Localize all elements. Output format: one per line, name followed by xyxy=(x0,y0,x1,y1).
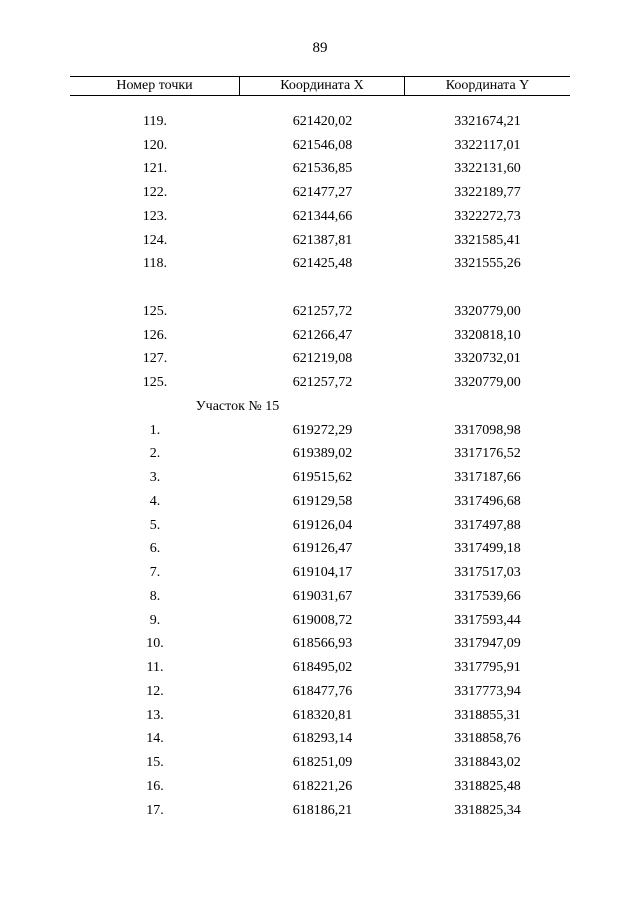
point-number-cell: 119. xyxy=(143,113,167,129)
point-number-cell: 124. xyxy=(142,232,168,248)
table-spacer xyxy=(70,276,570,300)
coordinate-y-cell: 3321555,26 xyxy=(454,256,521,272)
coordinate-x-cell: 621425,48 xyxy=(292,256,353,272)
coordinate-y-cell: 3318825,48 xyxy=(454,778,521,794)
coordinate-y-cell: 3317499,18 xyxy=(454,541,521,557)
point-number-cell: 1. xyxy=(149,422,161,438)
coordinate-y-cell: 3322117,01 xyxy=(454,137,521,153)
point-number-cell: 5. xyxy=(149,517,161,533)
coordinate-y-cell: 3317539,66 xyxy=(454,588,521,604)
coordinate-x-cell: 619129,58 xyxy=(292,493,353,509)
point-number-cell: 15. xyxy=(146,755,164,771)
point-number-cell: 126. xyxy=(142,327,168,343)
table-header xyxy=(70,76,570,96)
table-row xyxy=(70,728,570,752)
coordinate-y-cell: 3318825,34 xyxy=(454,802,521,818)
table-row xyxy=(70,775,570,799)
point-number-cell: 125. xyxy=(142,303,168,319)
table-row xyxy=(70,538,570,562)
table-row xyxy=(70,585,570,609)
table-row xyxy=(70,680,570,704)
coordinate-y-cell: 3322131,60 xyxy=(454,161,521,177)
coordinate-x-cell: 621536,85 xyxy=(292,161,353,177)
coordinate-y-cell: 3320779,00 xyxy=(454,303,521,319)
table-row xyxy=(70,443,570,467)
coordinate-y-cell: 3318855,31 xyxy=(454,707,521,723)
point-number-cell: 7. xyxy=(149,565,161,581)
table-row xyxy=(70,134,570,158)
table-row xyxy=(70,799,570,823)
table-row xyxy=(70,229,570,253)
point-number-cell: 9. xyxy=(149,612,161,628)
coordinate-y-cell: 3317773,94 xyxy=(454,683,521,699)
coordinate-x-cell: 619008,72 xyxy=(292,612,353,628)
table-row xyxy=(70,181,570,205)
table-row xyxy=(70,466,570,490)
coordinate-y-cell: 3317098,98 xyxy=(454,422,521,438)
coordinate-x-cell: 618221,26 xyxy=(292,778,353,794)
point-number-cell: 125. xyxy=(142,375,168,391)
point-number-cell: 11. xyxy=(146,660,164,676)
table-row xyxy=(70,348,570,372)
table-row xyxy=(70,419,570,443)
coordinate-x-cell: 619031,67 xyxy=(292,588,353,604)
table-row xyxy=(70,561,570,585)
coordinate-y-cell: 3317593,44 xyxy=(454,612,521,628)
coordinate-x-cell: 618495,02 xyxy=(292,660,353,676)
coordinate-x-cell: 619515,62 xyxy=(292,470,353,486)
coordinate-y-cell: 3317496,68 xyxy=(454,493,521,509)
coordinate-x-cell: 619389,02 xyxy=(292,446,353,462)
coordinate-y-cell: 3317497,88 xyxy=(454,517,521,533)
coordinate-y-cell: 3318858,76 xyxy=(454,731,521,747)
point-number-cell: 121. xyxy=(142,161,168,177)
coordinate-x-cell: 621257,72 xyxy=(292,375,353,391)
coordinate-x-cell: 618186,21 xyxy=(292,802,353,818)
point-number-cell: 118. xyxy=(143,256,167,272)
point-number-cell: 8. xyxy=(149,588,161,604)
point-number-cell: 127. xyxy=(142,351,168,367)
point-number-cell: 120. xyxy=(142,137,168,153)
table-row xyxy=(70,751,570,775)
table-row xyxy=(70,514,570,538)
point-number-cell: 122. xyxy=(142,185,168,201)
header-coordinate-y: Координата Y xyxy=(445,78,530,93)
coordinate-x-cell: 618320,81 xyxy=(292,707,353,723)
table-row xyxy=(70,371,570,395)
coordinate-x-cell: 619126,47 xyxy=(292,541,353,557)
table-row xyxy=(70,205,570,229)
coordinate-y-cell: 3320779,00 xyxy=(454,375,521,391)
point-number-cell: 123. xyxy=(142,208,168,224)
coordinate-y-cell: 3320732,01 xyxy=(454,351,521,367)
table-row xyxy=(70,704,570,728)
coordinate-y-cell: 3322189,77 xyxy=(454,185,521,201)
page-number: 89 xyxy=(312,40,328,56)
header-coordinate-x: Координата X xyxy=(240,77,405,95)
coordinate-x-cell: 618566,93 xyxy=(292,636,353,652)
table-row xyxy=(70,253,570,277)
coordinates-table-body xyxy=(70,110,570,823)
coordinate-y-cell: 3317517,03 xyxy=(454,565,521,581)
coordinate-y-cell: 3321674,21 xyxy=(454,113,521,129)
table-row xyxy=(70,158,570,182)
coordinate-y-cell: 3318843,02 xyxy=(454,755,521,771)
section-title: Участок № 15 xyxy=(195,398,280,414)
point-number-cell: 16. xyxy=(146,778,164,794)
table-row xyxy=(70,324,570,348)
coordinate-y-cell: 3317176,52 xyxy=(454,446,521,462)
section-title-row xyxy=(70,395,570,419)
coordinate-x-cell: 621477,27 xyxy=(292,185,353,201)
point-number-cell: 3. xyxy=(149,470,161,486)
coordinate-y-cell: 3321585,41 xyxy=(454,232,521,248)
coordinate-x-cell: 619104,17 xyxy=(292,565,353,581)
coordinate-x-cell: 621257,72 xyxy=(292,303,353,319)
coordinate-x-cell: 618477,76 xyxy=(292,683,353,699)
coordinate-y-cell: 3317795,91 xyxy=(454,660,521,676)
coordinate-y-cell: 3320818,10 xyxy=(454,327,521,343)
coordinate-y-cell: 3317947,09 xyxy=(454,636,521,652)
table-row xyxy=(70,633,570,657)
table-row xyxy=(70,110,570,134)
coordinate-x-cell: 618293,14 xyxy=(292,731,353,747)
coordinate-y-cell: 3322272,73 xyxy=(454,208,521,224)
point-number-cell: 17. xyxy=(146,802,164,818)
coordinate-x-cell: 621219,08 xyxy=(292,351,353,367)
coordinate-x-cell: 621546,08 xyxy=(292,137,353,153)
coordinate-x-cell: 621420,02 xyxy=(292,113,353,129)
coordinate-x-cell: 619272,29 xyxy=(292,422,353,438)
table-row xyxy=(70,300,570,324)
coordinate-x-cell: 618251,09 xyxy=(292,755,353,771)
table-row xyxy=(70,656,570,680)
point-number-cell: 12. xyxy=(146,683,164,699)
coordinate-y-cell: 3317187,66 xyxy=(454,470,521,486)
coordinate-x-cell: 621266,47 xyxy=(292,327,353,343)
header-point-number: Номер точки xyxy=(70,77,240,95)
point-number-cell: 14. xyxy=(146,731,164,747)
point-number-cell: 4. xyxy=(149,493,161,509)
point-number-cell: 13. xyxy=(146,707,164,723)
table-row xyxy=(70,490,570,514)
coordinate-x-cell: 621387,81 xyxy=(292,232,353,248)
table-row xyxy=(70,609,570,633)
coordinate-x-cell: 621344,66 xyxy=(292,208,353,224)
coordinate-x-cell: 619126,04 xyxy=(292,517,353,533)
point-number-cell: 10. xyxy=(146,636,164,652)
point-number-cell: 2. xyxy=(149,446,161,462)
point-number-cell: 6. xyxy=(149,541,161,557)
